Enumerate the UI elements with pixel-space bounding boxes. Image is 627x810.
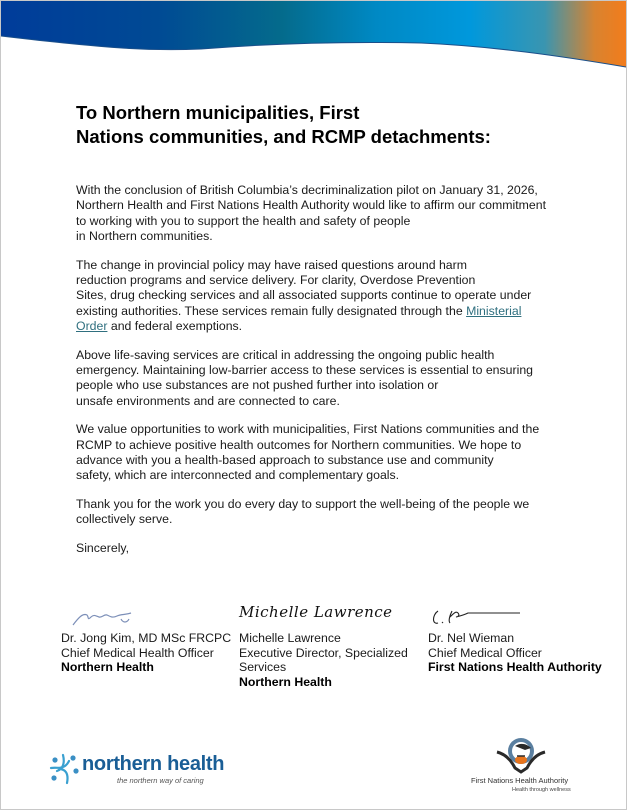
signatory-org: Northern Health <box>239 674 332 689</box>
signature-image <box>239 601 424 631</box>
northern-health-wordmark: northern health <box>82 753 225 775</box>
text-line: Above life-saving services are critical in addressing the ongoing public health <box>76 347 495 362</box>
header-banner <box>1 1 626 71</box>
signatory-title: Chief Medical Officer <box>428 645 542 660</box>
text-line: reduction programs and service delivery. For clarity, Overdose Prevention <box>76 272 476 287</box>
text-line: in Northern communities. <box>76 228 213 243</box>
signatory-jong-kim <box>61 601 236 675</box>
closing-text: Sincerely, <box>76 541 130 556</box>
text-line: people who use substances are not pushed further into isolation or <box>76 378 439 393</box>
fnha-logo <box>469 736 589 801</box>
text-segment: and federal exemptions. <box>107 318 243 333</box>
signatory-title: Services <box>239 660 287 674</box>
ministerial-order-link-cont[interactable]: Order <box>76 318 108 333</box>
text-line: Northern Health and First Nations Health Authority would like to affirm our commitment <box>76 198 546 213</box>
signature-image <box>61 601 236 631</box>
text-segment: existing authorities. These services remain fully designated through the <box>76 303 467 318</box>
text-line: The change in provincial policy may have raised questions around harm <box>76 257 467 272</box>
text-line: safety, which are interconnected and complementary goals. <box>76 468 400 483</box>
paragraph-5 <box>76 497 551 528</box>
title-line: Nations communities, and RCMP detachments: <box>76 126 491 147</box>
text-line: to working with you to support the health and safety of people <box>76 213 411 228</box>
paragraph-3 <box>76 348 551 409</box>
signatory-name: Dr. Jong Kim, MD MSc FRCPC <box>61 631 232 645</box>
northern-health-tagline: the northern way of caring <box>117 776 204 785</box>
text-line: We value opportunities to work with municipalities, First Nations communities and the <box>76 422 540 437</box>
letter-body <box>76 183 551 570</box>
fnha-tagline: Health through wellness <box>512 787 571 793</box>
paragraph-1 <box>76 183 551 244</box>
signature-image <box>428 601 613 631</box>
text-line <box>76 304 551 319</box>
signatory-name: Dr. Nel Wieman <box>428 631 515 645</box>
closing <box>76 541 551 556</box>
text-line: Sites, drug checking services and all associated supports continue to operate under <box>76 288 532 303</box>
signatory-org: First Nations Health Authority <box>428 660 602 674</box>
text-line: collectively serve. <box>76 512 173 527</box>
text-line: emergency. Maintaining low-barrier access to these services is essential to ensuring <box>76 362 534 377</box>
letter-title <box>76 101 556 149</box>
paragraph-4 <box>76 422 551 483</box>
text-line <box>76 319 551 334</box>
northern-health-figure-icon <box>49 751 83 787</box>
signature-lawrence-text: Michelle Lawrence <box>239 603 393 621</box>
text-line: unsafe environments and are connected to care. <box>76 393 340 408</box>
signatory-title: Chief Medical Health Officer <box>61 645 214 660</box>
northern-health-logo <box>49 751 229 791</box>
ministerial-order-link[interactable]: Ministerial <box>466 303 522 318</box>
text-line: RCMP to achieve positive health outcomes for Northern communities. We hope to <box>76 437 522 452</box>
text-line: Thank you for the work you do every day to support the well-being of the people we <box>76 497 530 512</box>
fnha-eagle-icon <box>491 736 551 774</box>
title-line: To Northern municipalities, First <box>76 102 360 123</box>
fnha-name: First Nations Health Authority <box>471 776 569 785</box>
signatory-nel-wieman <box>428 601 613 675</box>
signature-wieman-icon <box>428 601 528 631</box>
signatory-org: Northern Health <box>61 660 154 674</box>
signature-kim-icon <box>61 601 161 631</box>
text-line: advance with you a health-based approach to substance use and community <box>76 452 494 467</box>
text-line: With the conclusion of British Columbia’s decriminalization pilot on January 31, 2026, <box>76 183 538 197</box>
signatory-name: Michelle Lawrence <box>239 631 341 645</box>
signatory-title: Executive Director, Specialized <box>239 645 408 660</box>
signatory-michelle-lawrence <box>239 601 424 689</box>
paragraph-2 <box>76 258 551 334</box>
